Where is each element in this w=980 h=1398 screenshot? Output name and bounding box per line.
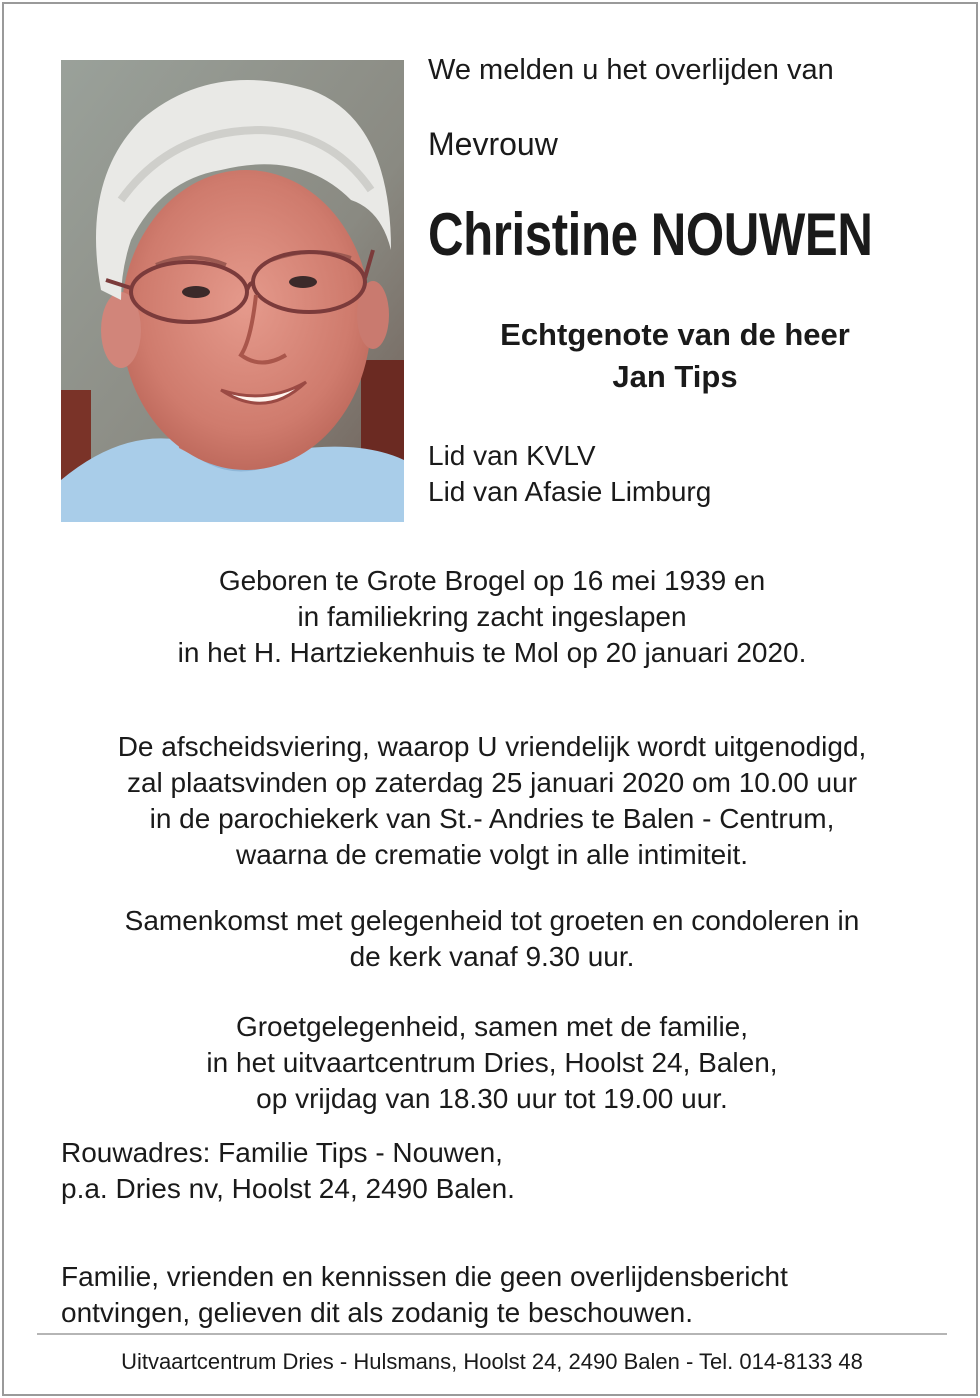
text-line: De afscheidsviering, waarop U vriendelijk wordt uitgenodigd,: [117, 731, 867, 762]
honorific: Mevrouw: [428, 126, 558, 162]
text-line: ontvingen, gelieven dit als zodanig te beschouwen.: [61, 1297, 693, 1328]
mourning-address: [61, 1135, 515, 1207]
spouse-line: Echtgenote van de heer: [500, 317, 850, 352]
text-line: op vrijdag van 18.30 uur tot 19.00 uur.: [256, 1083, 728, 1114]
text-line: zal plaatsvinden op zaterdag 25 januari 2020 om 10.00 uur: [126, 767, 858, 798]
portrait-photo: [61, 60, 404, 522]
visitation-paragraph: [4, 1009, 980, 1117]
text-line: in de parochiekerk van St.- Andries te Balen - Centrum,: [149, 803, 835, 834]
gathering-paragraph: [4, 903, 980, 975]
notice-paragraph: [61, 1259, 788, 1331]
text-line: Samenkomst met gelegenheid tot groeten en condoleren in: [124, 905, 860, 936]
text-line: Rouwadres: Familie Tips - Nouwen,: [61, 1137, 503, 1168]
funeral-home-footer: Uitvaartcentrum Dries - Hulsmans, Hoolst 24, 2490 Balen - Tel. 014-8133 48: [121, 1349, 863, 1374]
ceremony-paragraph: [4, 729, 980, 873]
text-line: waarna de crematie volgt in alle intimiteit.: [235, 839, 748, 870]
membership-line: Lid van KVLV: [428, 440, 596, 471]
text-line: Groetgelegenheid, samen met de familie,: [235, 1011, 749, 1042]
text-line: p.a. Dries nv, Hoolst 24, 2490 Balen.: [61, 1173, 515, 1204]
obituary-card: [2, 2, 978, 1396]
birth-death-paragraph: [4, 563, 980, 671]
text-line: de kerk vanaf 9.30 uur.: [349, 941, 635, 972]
portrait-photo-icon: [61, 60, 404, 522]
footer-divider: [37, 1333, 947, 1335]
text-line: in het H. Hartziekenhuis te Mol op 20 januari 2020.: [177, 637, 807, 668]
membership-line: Lid van Afasie Limburg: [428, 476, 712, 507]
text-line: in het uitvaartcentrum Dries, Hoolst 24, Balen,: [206, 1047, 778, 1078]
text-line: in familiekring zacht ingeslapen: [297, 601, 687, 632]
text-line: Geboren te Grote Brogel op 16 mei 1939 en: [218, 565, 766, 596]
memberships: [428, 438, 711, 510]
text-line: Familie, vrienden en kennissen die geen overlijdensbericht: [61, 1261, 788, 1292]
spouse-line: Jan Tips: [612, 359, 738, 394]
spouse-info: [428, 314, 922, 398]
deceased-name: Christine NOUWEN: [428, 201, 873, 268]
intro-text: We melden u het overlijden van: [428, 54, 834, 86]
